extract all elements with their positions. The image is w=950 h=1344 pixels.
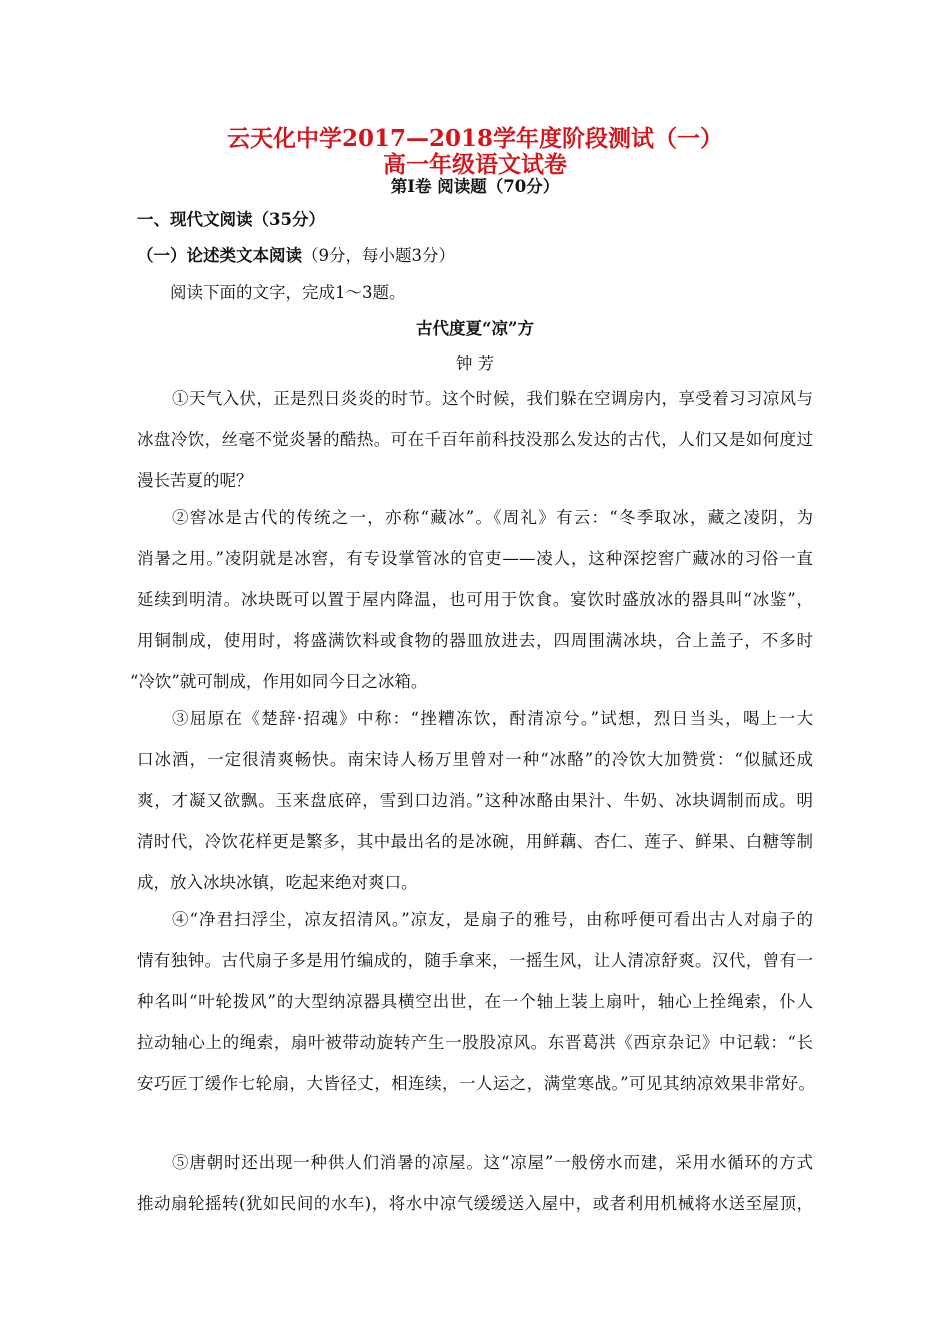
article-line: “冷饮”就可制成，作用如同今日之冰箱。 <box>130 672 428 691</box>
article-line: ①天气入伏，正是烈日炎炎的时节。这个时候，我们躲在空调房内，享受着习习凉风与 <box>172 389 813 408</box>
article-line: ③屈原在《楚辞·招魂》中称：“挫糟冻饮，酎清凉兮。”试想，烈日当头，喝上一大 <box>172 709 813 728</box>
subsection-scoring-note: （9分，每小题3分） <box>302 246 455 265</box>
article-line: 消暑之用。”凌阴就是冰窖，有专设掌管冰的官吏——凌人，这种深挖窖广藏冰的习俗一直 <box>137 549 813 568</box>
article-line: 种名叫“叶轮拨风”的大型纳凉器具横空出世，在一个轴上装上扇叶，轴心上拴绳索，仆人 <box>137 992 813 1011</box>
section-heading: 一、现代文阅读（35分） <box>137 210 325 229</box>
exam-title: 云天化中学2017—2018学年度阶段测试（一） <box>226 125 724 152</box>
exam-subtitle: 高一年级语文试卷 <box>383 151 567 178</box>
article-line: 冰盘冷饮，丝毫不觉炎暑的酷热。可在千百年前科技没那么发达的古代，人们又是如何度过 <box>137 430 813 449</box>
article-line: ②窖冰是古代的传统之一，亦称“藏冰”。《周礼》有云：“冬季取冰，藏之凌阴，为 <box>172 508 813 527</box>
article-line: 推动扇轮摇转(犹如民间的水车)，将水中凉气缓缓送入屋中，或者利用机械将水送至屋顶， <box>137 1194 813 1213</box>
article-line: 爽，才凝又欲飘。玉来盘底碎，雪到口边消。”这种冰酪由果汁、牛奶、冰块调制而成。明 <box>137 791 813 810</box>
volume-heading: 第Ⅰ卷 阅读题（70分） <box>390 177 560 196</box>
article-line: 用铜制成，使用时，将盛满饮料或食物的器皿放进去，四周围满冰块，合上盖子，不多时 <box>137 631 813 650</box>
subsection-heading <box>137 245 455 267</box>
subsection-title: （一）论述类文本阅读 <box>137 246 302 265</box>
reading-instruction: 阅读下面的文字，完成1～3题。 <box>170 283 406 302</box>
article-author: 钟 芳 <box>455 354 495 373</box>
article-title: 古代度夏“凉”方 <box>416 319 534 338</box>
article-line: ⑤唐朝时还出现一种供人们消暑的凉屋。这“凉屋”一般傍水而建，采用水循环的方式 <box>172 1153 813 1172</box>
article-line: 情有独钟。古代扇子多是用竹编成的，随手拿来，一摇生风，让人清凉舒爽。汉代，曾有一 <box>137 951 813 970</box>
article-line: 延续到明清。冰块既可以置于屋内降温，也可用于饮食。宴饮时盛放冰的器具叫“冰鉴”， <box>137 590 813 609</box>
article-line: 清时代，冷饮花样更是繁多，其中最出名的是冰碗，用鲜藕、杏仁、莲子、鲜果、白糖等制 <box>137 832 813 851</box>
article-line: ④“净君扫浮尘，凉友招清风。”凉友，是扇子的雅号，由称呼便可看出古人对扇子的 <box>172 910 813 929</box>
article-line: 漫长苦夏的呢？ <box>137 471 253 490</box>
article-line: 成，放入冰块冰镇，吃起来绝对爽口。 <box>137 873 418 892</box>
article-line: 安巧匠丁缓作七轮扇，大皆径丈，相连续，一人运之，满堂寒战。”可见其纳凉效果非常好。 <box>137 1074 815 1093</box>
article-line: 口冰酒，一定很清爽畅快。南宋诗人杨万里曾对一种“冰酪”的冷饮大加赞赏：“似腻还成 <box>137 750 813 769</box>
article-line: 拉动轴心上的绳索，扇叶被带动旋转产生一股股凉风。东晋葛洪《西京杂记》中记载：“长 <box>137 1033 813 1052</box>
